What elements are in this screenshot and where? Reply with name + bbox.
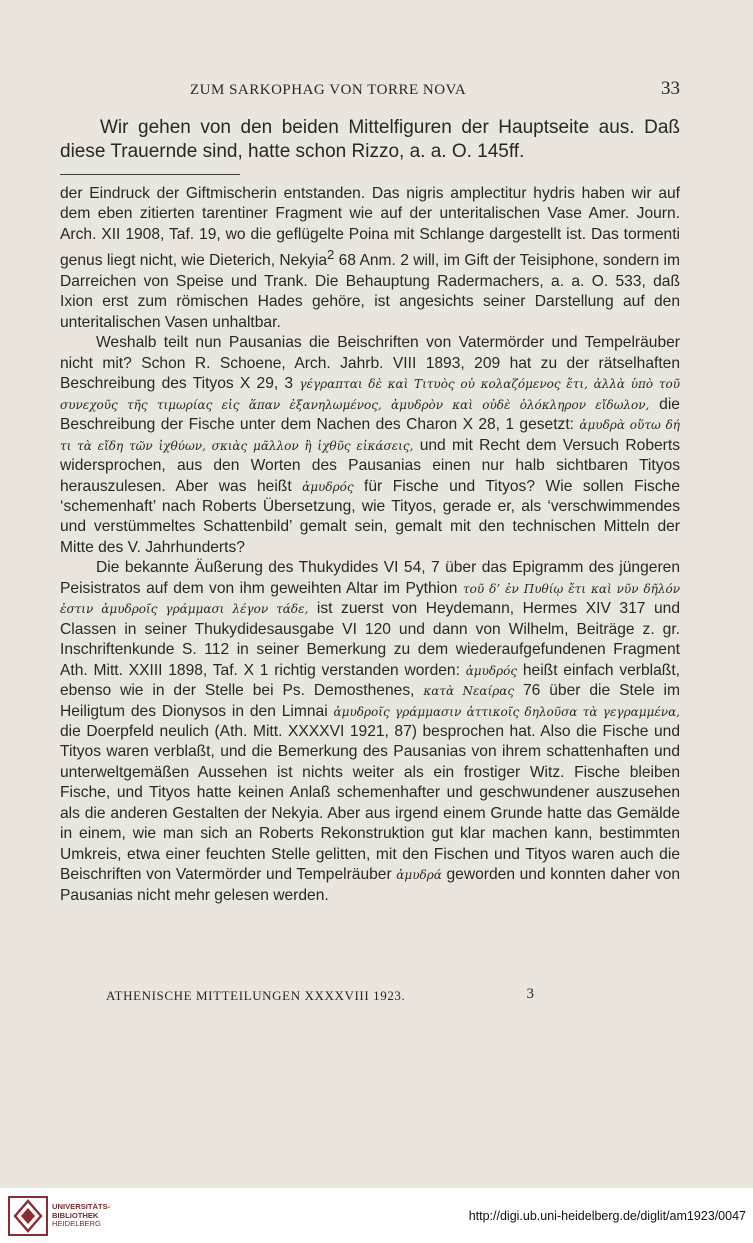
greek-quotation: ἀμυδρός bbox=[465, 663, 518, 678]
footnote-text: heißt einfach verblaßt, ebenso wie in der Stelle bei Ps. Demosthenes, bbox=[60, 661, 680, 700]
main-text bbox=[60, 116, 680, 164]
greek-quotation: ἀμυδρός bbox=[302, 479, 354, 494]
footnote-text: Die bekannte Äußerung des Thukydides VI 54, 7 über das Epigramm des jüngeren Peisistratos auf dem von ihm geweihten Altar im Pythion bbox=[60, 559, 680, 597]
greek-quotation: ἀμυδρὰ οὕτω δή τι τὰ εἴδη τῶν ἰχθύων, σκιὰς μᾶλλον ἢ ἰχθῦς εἰκάσεις, bbox=[60, 418, 680, 453]
edition-superscript: 2 bbox=[327, 247, 335, 263]
page-header bbox=[60, 78, 680, 104]
library-name-line: HEIDELBERG bbox=[52, 1219, 101, 1229]
running-title: ZUM SARKOPHAG VON TORRE NOVA bbox=[190, 82, 467, 98]
footnote-divider bbox=[60, 174, 240, 175]
university-library-logo-icon[interactable] bbox=[8, 1196, 48, 1236]
footnote bbox=[60, 184, 680, 906]
footnote-paragraph bbox=[60, 184, 680, 333]
footnote-paragraph bbox=[60, 333, 680, 558]
greek-quotation: ἀμυδρά bbox=[396, 868, 442, 883]
footnote-text: die Doerpfeld neulich (Ath. Mitt. XXXXVI 1921, 87) besprochen hat. Also die Fische und Tityos waren verblaßt, und die Bemerkung des Pausanias von ihrem schattenhaften und unterweltgemäßen Aussehen ist nichts weiter als ein frostiger Witz. Fische bleiben Fische, und Tityos hatte keinen Anlaß schemenhafter und geschwundener auszusehen als die anderen Gestalten der Nekyia. Aber aus irgend einem Grunde hatte das Gemälde in einem, wie man sich an Roberts Rekonstruktion gut klar machen kann, bestimmten Umkreis, etwa einer feuchten Stelle gelitten, mit den Fischen und Tityos waren auch die Beischriften von Vatermörder und Tempelräuber bbox=[60, 722, 680, 884]
greek-quotation: γέγραπται δὲ καὶ Τιτυὸς οὐ κολαζόμενος ἔτι, ἀλλὰ ὑπὸ τοῦ συνεχοῦς τῆς τιμωρίας εἰς ἅπαν ἐξανηλωμένος, ἀμυδρὸν καὶ οὐδὲ ὁλόκληρον εἴδωλον, bbox=[60, 377, 680, 412]
footnote-text: Weshalb teilt nun Pausanias die Beischriften von Vatermörder und Tempelräuber nicht mit? Schon R. Schoene, Arch. Jahrb. VIII 1893, 209 hat zu der rätselhaften Beschreibung des Tityos X 29, 3 bbox=[60, 334, 680, 393]
greek-quotation: τοῦ δ’ ἐν Πυθίῳ ἔτι καὶ νῦν δῆλόν ἐστιν ἀμυδροῖς γράμμασι λέγον τάδε, bbox=[60, 581, 680, 617]
page-footer bbox=[60, 988, 680, 1010]
footnote-text: ist zuerst von Heydemann, Hermes XIV 317 und Classen in seiner Thukydidesausgabe VI 120 und dann von Wilhelm, Beiträge z. gr. Inschriftenkunde S. 112 in seiner Bemerkung zu dem wiederaufgefundenen Fragment Ath. Mitt. XXIII 1898, Taf. X 1 richtig verstanden worden: bbox=[60, 600, 681, 679]
footnote-text: geworden und konnten daher von Pausanias nicht mehr gelesen werden. bbox=[60, 866, 680, 904]
journal-signature-line: ATHENISCHE MITTEILUNGEN XXXXVIII 1923. bbox=[106, 988, 406, 1003]
footnote-text: und mit Recht dem Versuch Roberts widersprochen, aus den Worten des Pausanias einen nur halb sichtbaren Tityos herauszulesen. Aber was heißt bbox=[60, 436, 680, 495]
footnote-paragraph bbox=[60, 558, 680, 906]
footnote-text: für Fische und Tityos? Wie sollen Fische ‘schemenhaft’ nach Roberts Übersetzung, wie Tityos, gerade er, als ‘verschwimmendes und verstümmeltes Schattenbild’ gemalt sein, gemalt mit den technischen Mitteln der Mitte des V. Jahrhunderts? bbox=[60, 477, 680, 556]
greek-quotation: ἀμυδροῖς γράμμασιν ἀττικοῖς δηλοῦσα τὰ γεγραμμένα, bbox=[333, 704, 680, 719]
library-name bbox=[52, 1203, 110, 1229]
footnote-text: 76 über die Stele im Heiligtum des Dionysos in den Limnai bbox=[60, 682, 680, 720]
greek-quotation: κατὰ Νεαίρας bbox=[423, 684, 515, 699]
permalink-url[interactable]: http://digi.ub.uni-heidelberg.de/diglit/am1923/0047 bbox=[468, 1209, 746, 1223]
footnote-text: 68 Anm. 2 will, im Gift der Teisiphone, sondern im Darreichen von Speise und Trank. Die Behauptung Radermachers, a. a. O. 533, daß Ixion erst zum römischen Hades gehöre, ist angesichts seiner Darstellung auf den unteritalischen Vasen unhaltbar. bbox=[60, 252, 680, 331]
footnote-text: der Eindruck der Giftmischerin entstanden. Das nigris amplectitur hydris haben wir auf dem eben zitierten tarentiner Fragment wie auf der unteritalischen Vase Amer. Journ. Arch. XII 1908, Taf. 19, wo die geflügelte Poina mit Schlange dargestellt ist. Das tormenti genus liegt nicht, wie Dieterich, Nekyia bbox=[60, 185, 680, 270]
library-name-line: UNIVERSITÄTS- bbox=[52, 1202, 111, 1211]
page-number: 33 bbox=[661, 78, 680, 99]
sheet-signature: 3 bbox=[526, 986, 534, 1002]
library-name-line: BIBLIOTHEK bbox=[52, 1210, 99, 1220]
footnote-text: die Beschreibung der Fische unter dem Nachen des Charon X 28, 1 gesetzt: bbox=[60, 395, 680, 434]
main-paragraph: Wir gehen von den beiden Mittelfiguren der Hauptseite aus. Daß diese Trauernde sind, hatte schon Rizzo, a. a. O. 145ff. bbox=[60, 117, 680, 162]
library-footer-bar bbox=[0, 1188, 753, 1243]
